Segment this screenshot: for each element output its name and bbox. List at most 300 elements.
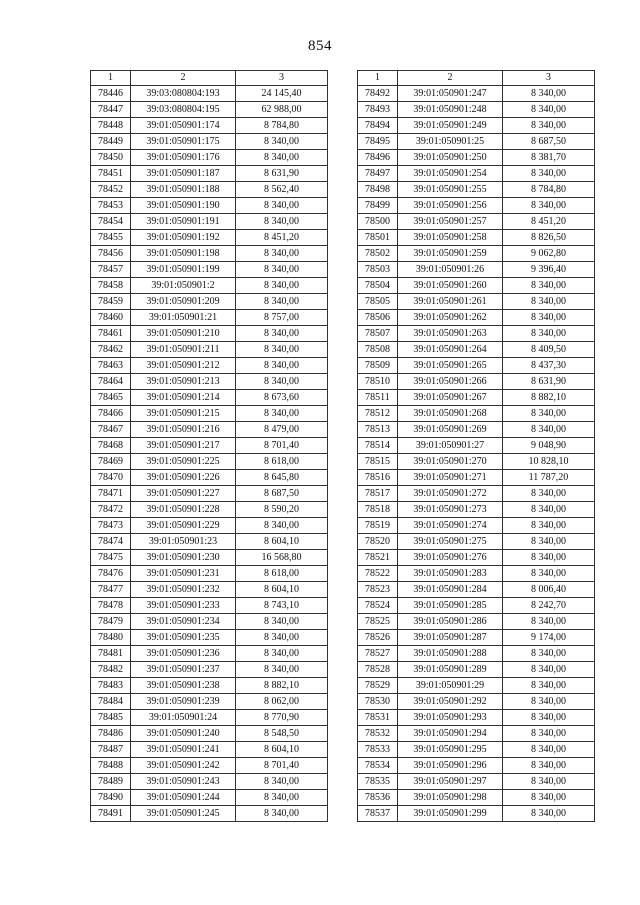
cadastral-number-cell: 39:01:050901:192 [131, 230, 236, 246]
row-number-cell: 78447 [91, 102, 131, 118]
row-number-cell: 78517 [358, 486, 398, 502]
row-number-cell: 78513 [358, 422, 398, 438]
table-row [358, 790, 595, 806]
cadastral-number-cell: 39:01:050901:235 [131, 630, 236, 646]
amount-cell: 8 340,00 [503, 806, 595, 822]
amount-cell: 8 340,00 [503, 614, 595, 630]
table-row [358, 182, 595, 198]
row-number-cell: 78446 [91, 86, 131, 102]
cadastral-number-cell: 39:01:050901:231 [131, 566, 236, 582]
table-row [358, 294, 595, 310]
table-row [91, 758, 328, 774]
cadastral-number-cell: 39:01:050901:276 [398, 550, 503, 566]
column-header: 3 [236, 71, 328, 86]
cadastral-number-cell: 39:01:050901:29 [398, 678, 503, 694]
table-row [358, 678, 595, 694]
amount-cell: 8 340,00 [236, 278, 328, 294]
row-number-cell: 78508 [358, 342, 398, 358]
row-number-cell: 78524 [358, 598, 398, 614]
table-row [91, 614, 328, 630]
cadastral-number-cell: 39:01:050901:233 [131, 598, 236, 614]
cadastral-number-cell: 39:01:050901:228 [131, 502, 236, 518]
row-number-cell: 78492 [358, 86, 398, 102]
row-number-cell: 78490 [91, 790, 131, 806]
amount-cell: 9 048,90 [503, 438, 595, 454]
amount-cell: 8 340,00 [236, 614, 328, 630]
table-row [358, 326, 595, 342]
amount-cell: 8 381,70 [503, 150, 595, 166]
amount-cell: 8 340,00 [236, 246, 328, 262]
cadastral-number-cell: 39:01:050901:274 [398, 518, 503, 534]
table-row [91, 230, 328, 246]
amount-cell: 8 340,00 [503, 198, 595, 214]
row-number-cell: 78514 [358, 438, 398, 454]
table-row [358, 246, 595, 262]
amount-cell: 8 604,10 [236, 742, 328, 758]
cadastral-number-cell: 39:01:050901:267 [398, 390, 503, 406]
amount-cell: 8 340,00 [236, 806, 328, 822]
row-number-cell: 78507 [358, 326, 398, 342]
cadastral-number-cell: 39:01:050901:230 [131, 550, 236, 566]
row-number-cell: 78460 [91, 310, 131, 326]
table-row [91, 534, 328, 550]
cadastral-number-cell: 39:03:080804:193 [131, 86, 236, 102]
cadastral-number-cell: 39:01:050901:262 [398, 310, 503, 326]
table-row [358, 262, 595, 278]
cadastral-number-cell: 39:01:050901:286 [398, 614, 503, 630]
table-row [358, 534, 595, 550]
cadastral-number-cell: 39:01:050901:257 [398, 214, 503, 230]
row-number-cell: 78469 [91, 454, 131, 470]
row-number-cell: 78468 [91, 438, 131, 454]
table-row [91, 774, 328, 790]
table-row [91, 374, 328, 390]
column-header: 1 [358, 71, 398, 86]
amount-cell: 8 340,00 [503, 790, 595, 806]
row-number-cell: 78462 [91, 342, 131, 358]
column-header: 3 [503, 71, 595, 86]
table-row [91, 150, 328, 166]
cadastral-number-cell: 39:01:050901:212 [131, 358, 236, 374]
amount-cell: 8 479,00 [236, 422, 328, 438]
cadastral-number-cell: 39:01:050901:240 [131, 726, 236, 742]
amount-cell: 8 590,20 [236, 502, 328, 518]
table-row [91, 214, 328, 230]
cadastral-number-cell: 39:01:050901:227 [131, 486, 236, 502]
row-number-cell: 78536 [358, 790, 398, 806]
row-number-cell: 78519 [358, 518, 398, 534]
cadastral-number-cell: 39:01:050901:293 [398, 710, 503, 726]
row-number-cell: 78491 [91, 806, 131, 822]
table-row [91, 422, 328, 438]
table-row [91, 726, 328, 742]
amount-cell: 8 340,00 [503, 774, 595, 790]
cadastral-number-cell: 39:01:050901:260 [398, 278, 503, 294]
amount-cell: 8 062,00 [236, 694, 328, 710]
cadastral-number-cell: 39:01:050901:241 [131, 742, 236, 758]
table-row [358, 806, 595, 822]
table-left-body [91, 71, 328, 822]
table-row [91, 358, 328, 374]
table-row [91, 662, 328, 678]
table-row [358, 230, 595, 246]
amount-cell: 8 757,00 [236, 310, 328, 326]
amount-cell: 8 340,00 [503, 422, 595, 438]
table-row [91, 566, 328, 582]
table-row [358, 406, 595, 422]
cadastral-number-cell: 39:01:050901:287 [398, 630, 503, 646]
amount-cell: 9 174,00 [503, 630, 595, 646]
row-number-cell: 78521 [358, 550, 398, 566]
table-row [91, 710, 328, 726]
cadastral-number-cell: 39:01:050901:229 [131, 518, 236, 534]
table-row [358, 374, 595, 390]
cadastral-number-cell: 39:01:050901:296 [398, 758, 503, 774]
amount-cell: 8 548,50 [236, 726, 328, 742]
table-row [358, 646, 595, 662]
register-table-left [90, 70, 328, 822]
row-number-cell: 78458 [91, 278, 131, 294]
amount-cell: 8 340,00 [503, 326, 595, 342]
row-number-cell: 78463 [91, 358, 131, 374]
amount-cell: 8 687,50 [503, 134, 595, 150]
row-number-cell: 78476 [91, 566, 131, 582]
amount-cell: 8 340,00 [503, 726, 595, 742]
cadastral-number-cell: 39:01:050901:23 [131, 534, 236, 550]
row-number-cell: 78478 [91, 598, 131, 614]
table-row [358, 662, 595, 678]
amount-cell: 8 701,40 [236, 758, 328, 774]
cadastral-number-cell: 39:01:050901:250 [398, 150, 503, 166]
row-number-cell: 78511 [358, 390, 398, 406]
row-number-cell: 78522 [358, 566, 398, 582]
amount-cell: 8 242,70 [503, 598, 595, 614]
cadastral-number-cell: 39:01:050901:255 [398, 182, 503, 198]
amount-cell: 8 340,00 [503, 550, 595, 566]
table-row [91, 262, 328, 278]
cadastral-number-cell: 39:01:050901:216 [131, 422, 236, 438]
amount-cell: 62 988,00 [236, 102, 328, 118]
table-row [91, 486, 328, 502]
cadastral-number-cell: 39:01:050901:191 [131, 214, 236, 230]
amount-cell: 8 701,40 [236, 438, 328, 454]
amount-cell: 8 826,50 [503, 230, 595, 246]
row-number-cell: 78470 [91, 470, 131, 486]
row-number-cell: 78487 [91, 742, 131, 758]
cadastral-number-cell: 39:01:050901:263 [398, 326, 503, 342]
row-number-cell: 78464 [91, 374, 131, 390]
table-row [358, 630, 595, 646]
amount-cell: 8 340,00 [503, 646, 595, 662]
amount-cell: 8 340,00 [236, 262, 328, 278]
amount-cell: 8 340,00 [236, 790, 328, 806]
amount-cell: 24 145,40 [236, 86, 328, 102]
row-number-cell: 78477 [91, 582, 131, 598]
cadastral-number-cell: 39:01:050901:254 [398, 166, 503, 182]
row-number-cell: 78518 [358, 502, 398, 518]
amount-cell: 8 645,80 [236, 470, 328, 486]
row-number-cell: 78497 [358, 166, 398, 182]
row-number-cell: 78459 [91, 294, 131, 310]
row-number-cell: 78509 [358, 358, 398, 374]
amount-cell: 8 340,00 [503, 294, 595, 310]
row-number-cell: 78461 [91, 326, 131, 342]
row-number-cell: 78505 [358, 294, 398, 310]
cadastral-number-cell: 39:01:050901:271 [398, 470, 503, 486]
table-row [358, 278, 595, 294]
cadastral-number-cell: 39:01:050901:225 [131, 454, 236, 470]
cadastral-number-cell: 39:01:050901:268 [398, 406, 503, 422]
cadastral-number-cell: 39:01:050901:288 [398, 646, 503, 662]
row-number-cell: 78515 [358, 454, 398, 470]
amount-cell: 8 340,00 [503, 118, 595, 134]
row-number-cell: 78448 [91, 118, 131, 134]
table-row [358, 486, 595, 502]
cadastral-number-cell: 39:01:050901:269 [398, 422, 503, 438]
column-header: 1 [91, 71, 131, 86]
amount-cell: 8 340,00 [503, 742, 595, 758]
cadastral-number-cell: 39:01:050901:273 [398, 502, 503, 518]
amount-cell: 8 743,10 [236, 598, 328, 614]
amount-cell: 8 687,50 [236, 486, 328, 502]
row-number-cell: 78481 [91, 646, 131, 662]
table-row [91, 390, 328, 406]
row-number-cell: 78501 [358, 230, 398, 246]
table-right-body [358, 71, 595, 822]
column-header: 2 [131, 71, 236, 86]
cadastral-number-cell: 39:01:050901:226 [131, 470, 236, 486]
amount-cell: 8 604,10 [236, 534, 328, 550]
amount-cell: 8 340,00 [236, 630, 328, 646]
cadastral-number-cell: 39:01:050901:258 [398, 230, 503, 246]
table-row [358, 694, 595, 710]
amount-cell: 8 340,00 [503, 662, 595, 678]
row-number-cell: 78520 [358, 534, 398, 550]
table-row [91, 102, 328, 118]
table-row [358, 614, 595, 630]
amount-cell: 8 451,20 [236, 230, 328, 246]
table-row [91, 582, 328, 598]
table-row [91, 518, 328, 534]
amount-cell: 8 784,80 [236, 118, 328, 134]
cadastral-number-cell: 39:01:050901:285 [398, 598, 503, 614]
amount-cell: 8 340,00 [236, 150, 328, 166]
row-number-cell: 78483 [91, 678, 131, 694]
table-row [91, 406, 328, 422]
table-row [358, 710, 595, 726]
row-number-cell: 78494 [358, 118, 398, 134]
row-number-cell: 78486 [91, 726, 131, 742]
row-number-cell: 78472 [91, 502, 131, 518]
cadastral-number-cell: 39:01:050901:199 [131, 262, 236, 278]
row-number-cell: 78493 [358, 102, 398, 118]
row-number-cell: 78452 [91, 182, 131, 198]
table-row [358, 310, 595, 326]
row-number-cell: 78495 [358, 134, 398, 150]
row-number-cell: 78499 [358, 198, 398, 214]
table-row [358, 438, 595, 454]
table-row [91, 118, 328, 134]
header-row [358, 71, 595, 86]
table-row [91, 678, 328, 694]
amount-cell: 8 340,00 [503, 502, 595, 518]
page-number: 854 [308, 38, 332, 54]
amount-cell: 8 340,00 [236, 662, 328, 678]
table-row [91, 86, 328, 102]
table-row [358, 390, 595, 406]
table-row [91, 790, 328, 806]
row-number-cell: 78456 [91, 246, 131, 262]
row-number-cell: 78531 [358, 710, 398, 726]
table-row [358, 758, 595, 774]
cadastral-number-cell: 39:01:050901:188 [131, 182, 236, 198]
register-table-right [357, 70, 595, 822]
cadastral-number-cell: 39:01:050901:283 [398, 566, 503, 582]
row-number-cell: 78480 [91, 630, 131, 646]
amount-cell: 8 340,00 [503, 694, 595, 710]
row-number-cell: 78475 [91, 550, 131, 566]
amount-cell: 8 340,00 [503, 278, 595, 294]
cadastral-number-cell: 39:01:050901:21 [131, 310, 236, 326]
amount-cell: 11 787,20 [503, 470, 595, 486]
amount-cell: 8 409,50 [503, 342, 595, 358]
table-row [358, 518, 595, 534]
cadastral-number-cell: 39:01:050901:298 [398, 790, 503, 806]
cadastral-number-cell: 39:01:050901:213 [131, 374, 236, 390]
cadastral-number-cell: 39:01:050901:299 [398, 806, 503, 822]
amount-cell: 8 006,40 [503, 582, 595, 598]
cadastral-number-cell: 39:01:050901:295 [398, 742, 503, 758]
table-row [358, 86, 595, 102]
table-row [91, 134, 328, 150]
amount-cell: 8 340,00 [236, 326, 328, 342]
row-number-cell: 78473 [91, 518, 131, 534]
row-number-cell: 78500 [358, 214, 398, 230]
table-row [91, 646, 328, 662]
table-row [358, 774, 595, 790]
row-number-cell: 78455 [91, 230, 131, 246]
row-number-cell: 78471 [91, 486, 131, 502]
cadastral-number-cell: 39:01:050901:284 [398, 582, 503, 598]
row-number-cell: 78526 [358, 630, 398, 646]
row-number-cell: 78496 [358, 150, 398, 166]
amount-cell: 8 340,00 [503, 758, 595, 774]
amount-cell: 9 062,80 [503, 246, 595, 262]
table-row [358, 566, 595, 582]
row-number-cell: 78528 [358, 662, 398, 678]
row-number-cell: 78449 [91, 134, 131, 150]
cadastral-number-cell: 39:01:050901:2 [131, 278, 236, 294]
amount-cell: 8 340,00 [503, 710, 595, 726]
table-row [91, 182, 328, 198]
cadastral-number-cell: 39:01:050901:270 [398, 454, 503, 470]
row-number-cell: 78451 [91, 166, 131, 182]
cadastral-number-cell: 39:01:050901:247 [398, 86, 503, 102]
table-row [91, 598, 328, 614]
cadastral-number-cell: 39:01:050901:272 [398, 486, 503, 502]
table-row [358, 470, 595, 486]
row-number-cell: 78512 [358, 406, 398, 422]
amount-cell: 8 340,00 [236, 518, 328, 534]
amount-cell: 8 340,00 [236, 646, 328, 662]
cadastral-number-cell: 39:01:050901:266 [398, 374, 503, 390]
amount-cell: 8 437,30 [503, 358, 595, 374]
row-number-cell: 78484 [91, 694, 131, 710]
row-number-cell: 78510 [358, 374, 398, 390]
cadastral-number-cell: 39:01:050901:249 [398, 118, 503, 134]
table-row [91, 310, 328, 326]
row-number-cell: 78535 [358, 774, 398, 790]
amount-cell: 16 568,80 [236, 550, 328, 566]
table-row [91, 166, 328, 182]
cadastral-number-cell: 39:01:050901:242 [131, 758, 236, 774]
table-row [91, 294, 328, 310]
cadastral-number-cell: 39:01:050901:234 [131, 614, 236, 630]
amount-cell: 8 340,00 [236, 358, 328, 374]
cadastral-number-cell: 39:01:050901:238 [131, 678, 236, 694]
cadastral-number-cell: 39:01:050901:210 [131, 326, 236, 342]
row-number-cell: 78457 [91, 262, 131, 278]
cadastral-number-cell: 39:01:050901:264 [398, 342, 503, 358]
row-number-cell: 78506 [358, 310, 398, 326]
row-number-cell: 78532 [358, 726, 398, 742]
table-row [358, 742, 595, 758]
row-number-cell: 78504 [358, 278, 398, 294]
table-row [358, 214, 595, 230]
amount-cell: 8 340,00 [236, 774, 328, 790]
cadastral-number-cell: 39:01:050901:198 [131, 246, 236, 262]
row-number-cell: 78527 [358, 646, 398, 662]
table-row [91, 246, 328, 262]
cadastral-number-cell: 39:01:050901:214 [131, 390, 236, 406]
cadastral-number-cell: 39:01:050901:176 [131, 150, 236, 166]
table-row [91, 630, 328, 646]
amount-cell: 8 340,00 [503, 486, 595, 502]
amount-cell: 8 340,00 [236, 134, 328, 150]
cadastral-number-cell: 39:01:050901:245 [131, 806, 236, 822]
table-row [358, 102, 595, 118]
cadastral-number-cell: 39:01:050901:275 [398, 534, 503, 550]
table-row [358, 166, 595, 182]
cadastral-number-cell: 39:01:050901:259 [398, 246, 503, 262]
amount-cell: 8 340,00 [236, 198, 328, 214]
cadastral-number-cell: 39:01:050901:236 [131, 646, 236, 662]
amount-cell: 8 604,10 [236, 582, 328, 598]
amount-cell: 8 770,90 [236, 710, 328, 726]
row-number-cell: 78529 [358, 678, 398, 694]
row-number-cell: 78479 [91, 614, 131, 630]
table-row [358, 726, 595, 742]
amount-cell: 8 618,00 [236, 454, 328, 470]
table-row [358, 598, 595, 614]
table-row [91, 742, 328, 758]
cadastral-number-cell: 39:01:050901:27 [398, 438, 503, 454]
cadastral-number-cell: 39:01:050901:294 [398, 726, 503, 742]
table-row [358, 198, 595, 214]
cadastral-number-cell: 39:01:050901:292 [398, 694, 503, 710]
amount-cell: 8 784,80 [503, 182, 595, 198]
row-number-cell: 78502 [358, 246, 398, 262]
table-row [91, 470, 328, 486]
table-row [91, 438, 328, 454]
column-header: 2 [398, 71, 503, 86]
table-row [358, 550, 595, 566]
amount-cell: 8 340,00 [503, 406, 595, 422]
table-row [91, 342, 328, 358]
table-row [358, 342, 595, 358]
row-number-cell: 78488 [91, 758, 131, 774]
cadastral-number-cell: 39:01:050901:237 [131, 662, 236, 678]
